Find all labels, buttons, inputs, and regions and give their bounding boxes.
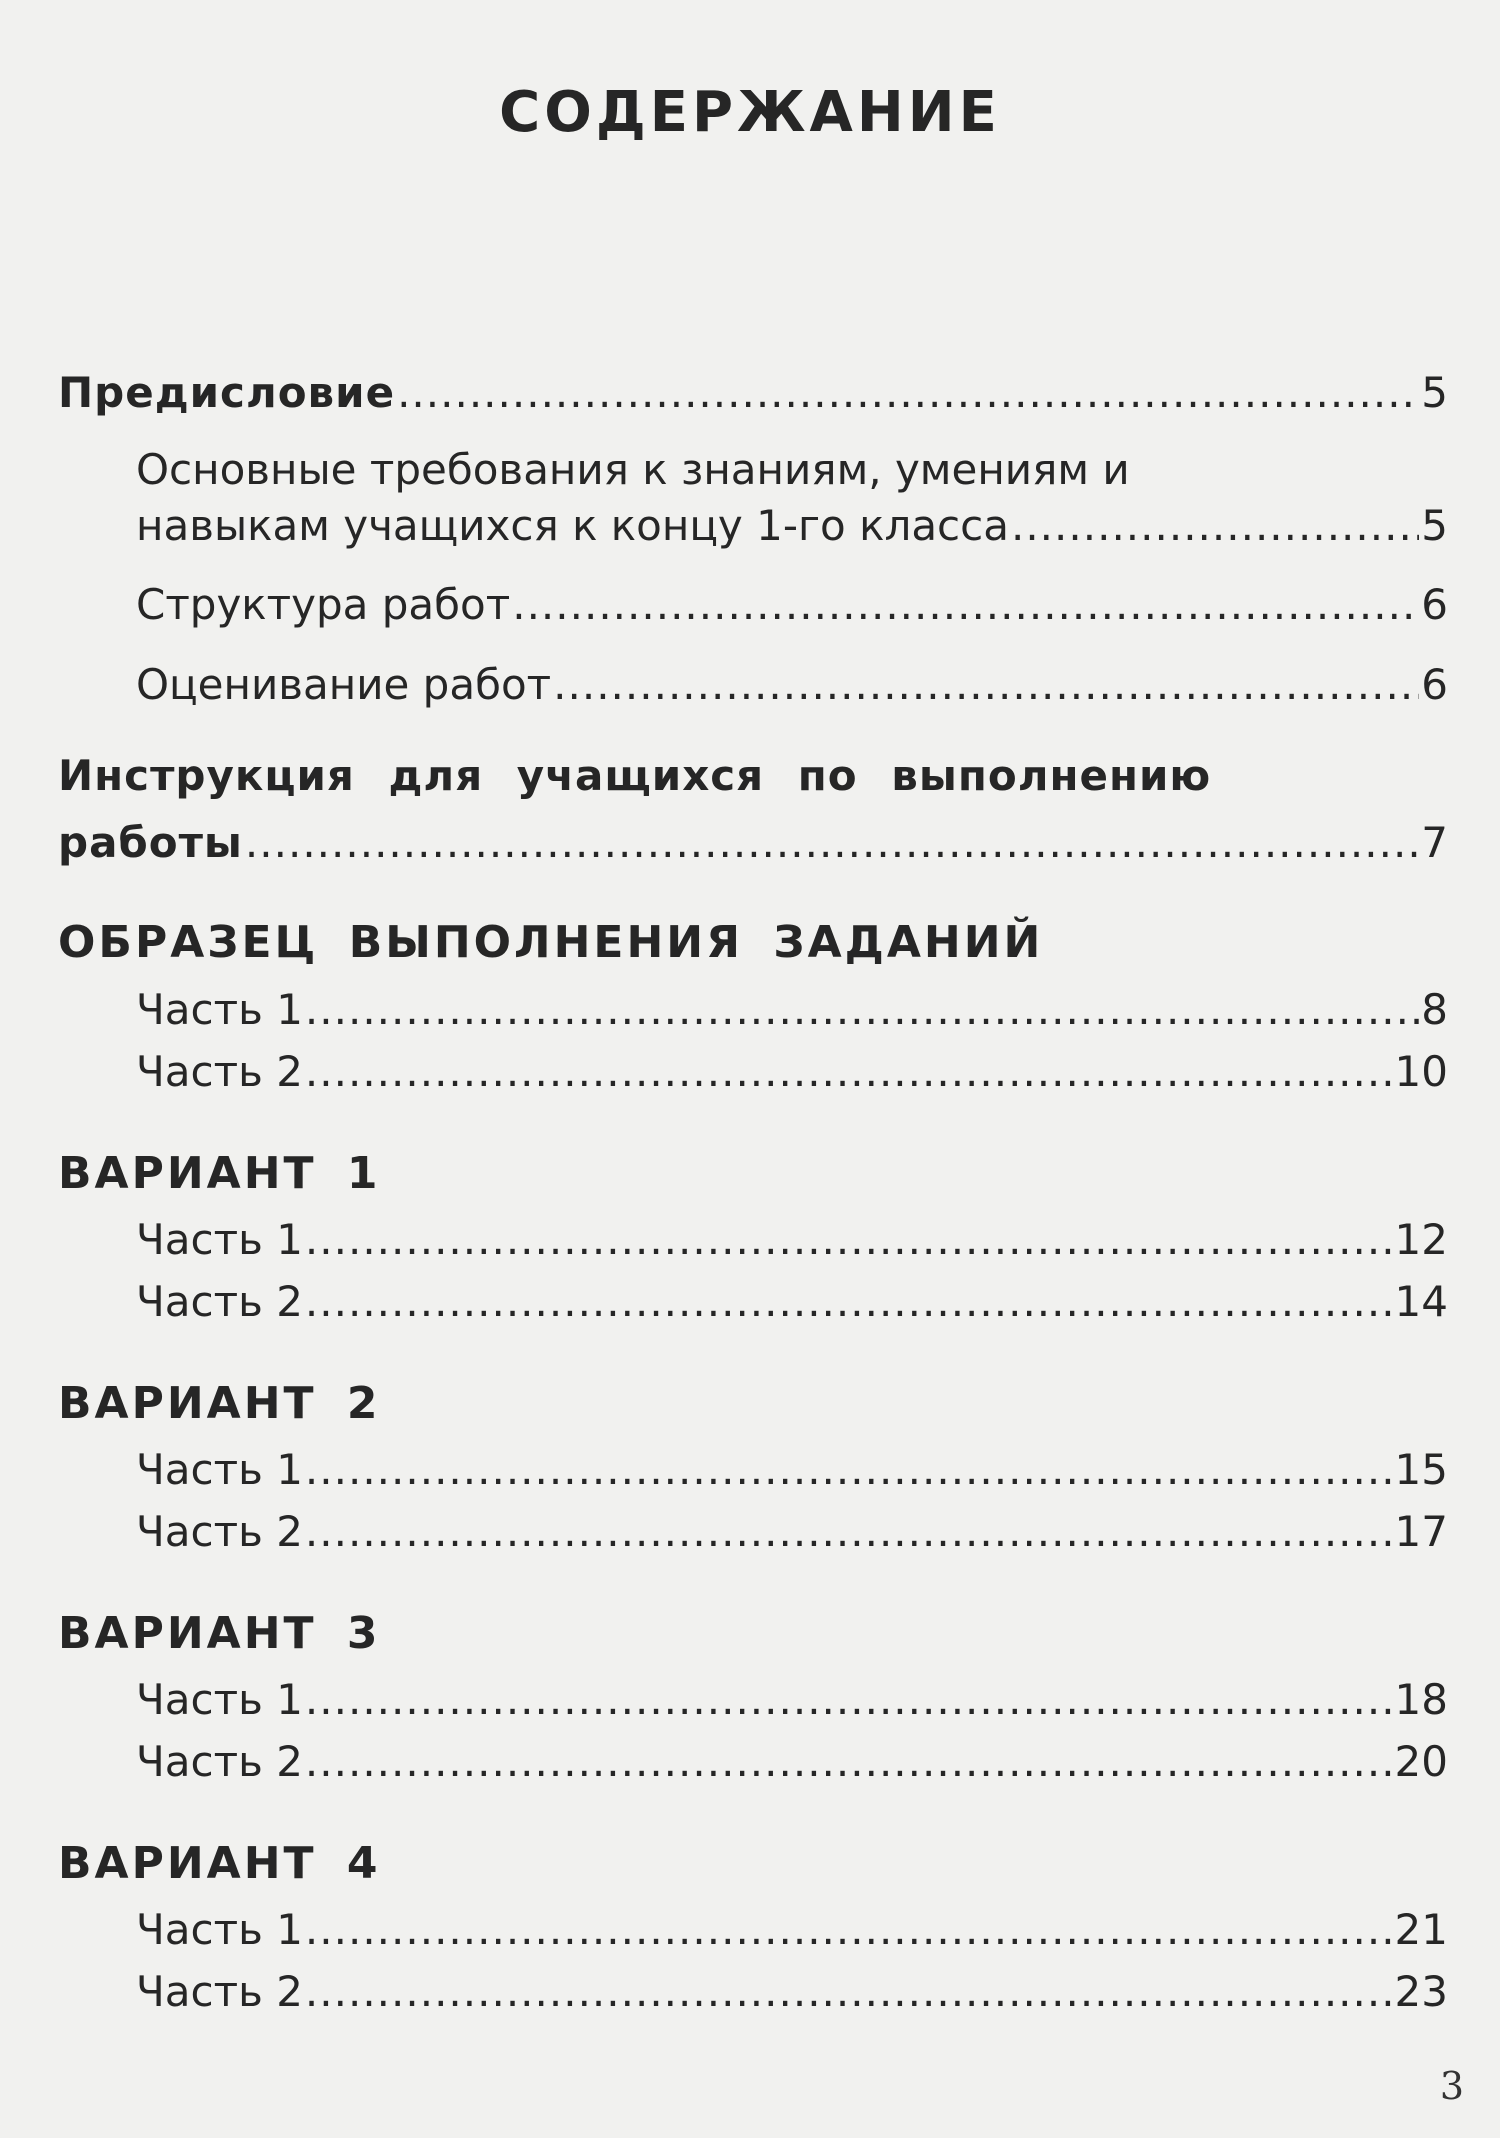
toc-page-number: 18 bbox=[1394, 1675, 1448, 1724]
toc-entry-sample-part2[interactable] bbox=[136, 1044, 1448, 1100]
toc-entry-instruction[interactable] bbox=[58, 815, 1448, 871]
toc-entry-label: Часть 2 bbox=[136, 1047, 303, 1096]
toc-entry-label: навыкам учащихся к концу 1-го класса bbox=[136, 501, 1009, 550]
toc-page-number: 5 bbox=[1421, 368, 1448, 417]
dot-leader bbox=[305, 1044, 1393, 1100]
toc-entry-structure[interactable] bbox=[136, 577, 1448, 633]
dot-leader bbox=[1011, 498, 1419, 554]
toc-entry-label: Оценивание работ bbox=[136, 660, 552, 709]
toc-page-number: 5 bbox=[1421, 501, 1448, 550]
toc-page-number: 15 bbox=[1394, 1445, 1448, 1494]
page-title: СОДЕРЖАНИЕ bbox=[499, 80, 1001, 145]
toc-entry-variant1-part1[interactable] bbox=[136, 1212, 1448, 1268]
toc-entry-sample-part1[interactable] bbox=[136, 982, 1448, 1038]
toc-entry-instruction-line1[interactable]: Инструкция для учащихся по выполнению bbox=[58, 751, 1212, 800]
dot-leader bbox=[305, 1672, 1393, 1728]
toc-page-number: 10 bbox=[1394, 1047, 1448, 1096]
dot-leader bbox=[305, 1964, 1393, 2020]
dot-leader bbox=[305, 1902, 1393, 1958]
toc-entry-variant2-part1[interactable] bbox=[136, 1442, 1448, 1498]
dot-leader bbox=[553, 657, 1419, 713]
section-heading-variant-1[interactable]: ВАРИАНТ 1 bbox=[58, 1148, 381, 1199]
toc-entry-requirements[interactable] bbox=[136, 498, 1448, 554]
toc-entry-label: Часть 1 bbox=[136, 985, 303, 1034]
dot-leader bbox=[305, 1212, 1393, 1268]
section-heading-variant-3[interactable]: ВАРИАНТ 3 bbox=[58, 1608, 381, 1659]
toc-entry-label: Часть 1 bbox=[136, 1675, 303, 1724]
toc-entry-variant2-part2[interactable] bbox=[136, 1504, 1448, 1560]
toc-page-number: 21 bbox=[1394, 1905, 1448, 1954]
toc-page-number: 20 bbox=[1394, 1737, 1448, 1786]
dot-leader bbox=[305, 1442, 1393, 1498]
toc-entry-variant4-part2[interactable] bbox=[136, 1964, 1448, 2020]
toc-entry-variant3-part2[interactable] bbox=[136, 1734, 1448, 1790]
section-heading-variant-4[interactable]: ВАРИАНТ 4 bbox=[58, 1838, 381, 1889]
toc-page-number: 7 bbox=[1421, 818, 1448, 867]
toc-entry-label: Структура работ bbox=[136, 580, 511, 629]
toc-page-number: 23 bbox=[1394, 1967, 1448, 2016]
page-number: 3 bbox=[1439, 2064, 1464, 2108]
dot-leader bbox=[305, 1274, 1393, 1330]
dot-leader bbox=[305, 982, 1419, 1038]
toc-page-number: 14 bbox=[1394, 1277, 1448, 1326]
toc-entry-variant1-part2[interactable] bbox=[136, 1274, 1448, 1330]
toc-entry-preface[interactable] bbox=[58, 365, 1448, 421]
section-heading-sample[interactable]: ОБРАЗЕЦ ВЫПОЛНЕНИЯ ЗАДАНИЙ bbox=[58, 917, 1044, 968]
section-heading-variant-2[interactable]: ВАРИАНТ 2 bbox=[58, 1378, 381, 1429]
dot-leader bbox=[512, 577, 1419, 633]
toc-entry-label: Часть 2 bbox=[136, 1277, 303, 1326]
toc-entry-label: Часть 2 bbox=[136, 1737, 303, 1786]
toc-page-number: 17 bbox=[1394, 1507, 1448, 1556]
toc-entry-variant3-part1[interactable] bbox=[136, 1672, 1448, 1728]
toc-page-number: 8 bbox=[1421, 985, 1448, 1034]
toc-entry-variant4-part1[interactable] bbox=[136, 1902, 1448, 1958]
dot-leader bbox=[305, 1504, 1393, 1560]
toc-entry-label: Предисловие bbox=[58, 368, 396, 417]
toc-page-number: 12 bbox=[1394, 1215, 1448, 1264]
dot-leader bbox=[397, 365, 1419, 421]
toc-page-number: 6 bbox=[1421, 580, 1448, 629]
toc-entry-label: Часть 1 bbox=[136, 1445, 303, 1494]
dot-leader bbox=[305, 1734, 1393, 1790]
toc-entry-label: работы bbox=[58, 818, 243, 867]
dot-leader bbox=[245, 815, 1419, 871]
toc-entry-label: Часть 1 bbox=[136, 1905, 303, 1954]
toc-page-number: 6 bbox=[1421, 660, 1448, 709]
toc-entry-evaluation[interactable] bbox=[136, 657, 1448, 713]
toc-entry-requirements-line1[interactable]: Основные требования к знаниям, умениям и bbox=[136, 445, 1130, 494]
toc-entry-label: Часть 1 bbox=[136, 1215, 303, 1264]
toc-entry-label: Часть 2 bbox=[136, 1967, 303, 2016]
toc-entry-label: Часть 2 bbox=[136, 1507, 303, 1556]
